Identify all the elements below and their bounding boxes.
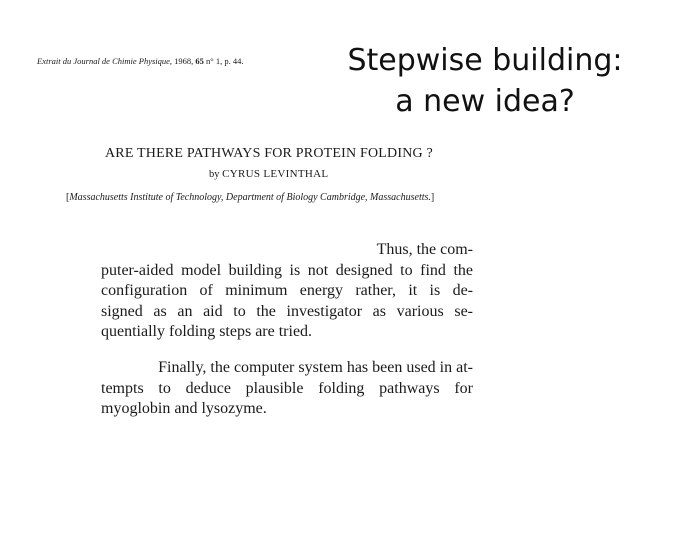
paragraph-line: puter-aided model building is not designed to find the (101, 261, 473, 279)
author-affiliation (66, 192, 434, 203)
affiliation-close-bracket: ] (430, 192, 435, 203)
slide-title-line-1: Stepwise building: (347, 43, 623, 78)
citation-issue: n° 1, p. 44. (203, 56, 244, 66)
byline-prefix: by (209, 169, 223, 180)
affiliation-open-bracket: [ (66, 192, 70, 203)
paragraph-line: tempts to deduce plausible folding pathways for (101, 379, 473, 397)
citation-volume: 65 (195, 56, 204, 66)
journal-citation (37, 56, 243, 66)
paragraph-line: Finally, the computer system has been used in at- (158, 359, 473, 376)
paper-byline (209, 168, 328, 180)
paragraph-line: signed as an aid to the investigator as various se- (101, 302, 473, 320)
affiliation-text: Massachusetts Institute of Technology, Department of Biology Cambridge, Massachusetts. (69, 192, 431, 203)
journal-name: Extrait du Journal de Chimie Physique (37, 56, 170, 66)
excerpt-paragraph-2 (101, 358, 473, 420)
paper-title: ARE THERE PATHWAYS FOR PROTEIN FOLDING ? (105, 146, 433, 161)
citation-year: , 1968, (169, 56, 196, 66)
paragraph-line: quentially folding steps are tried. (101, 323, 313, 340)
excerpt-paragraph-1 (101, 240, 473, 343)
slide-title-line-2: a new idea? (395, 84, 575, 119)
paragraph-line: configuration of minimum energy rather, it is de- (101, 282, 473, 299)
paragraph-line: myoglobin and lysozyme. (101, 400, 267, 417)
paragraph-line: Thus, the com- (376, 241, 473, 258)
author-name: CYRUS LEVINTHAL (222, 168, 329, 180)
slide-title (340, 40, 630, 122)
